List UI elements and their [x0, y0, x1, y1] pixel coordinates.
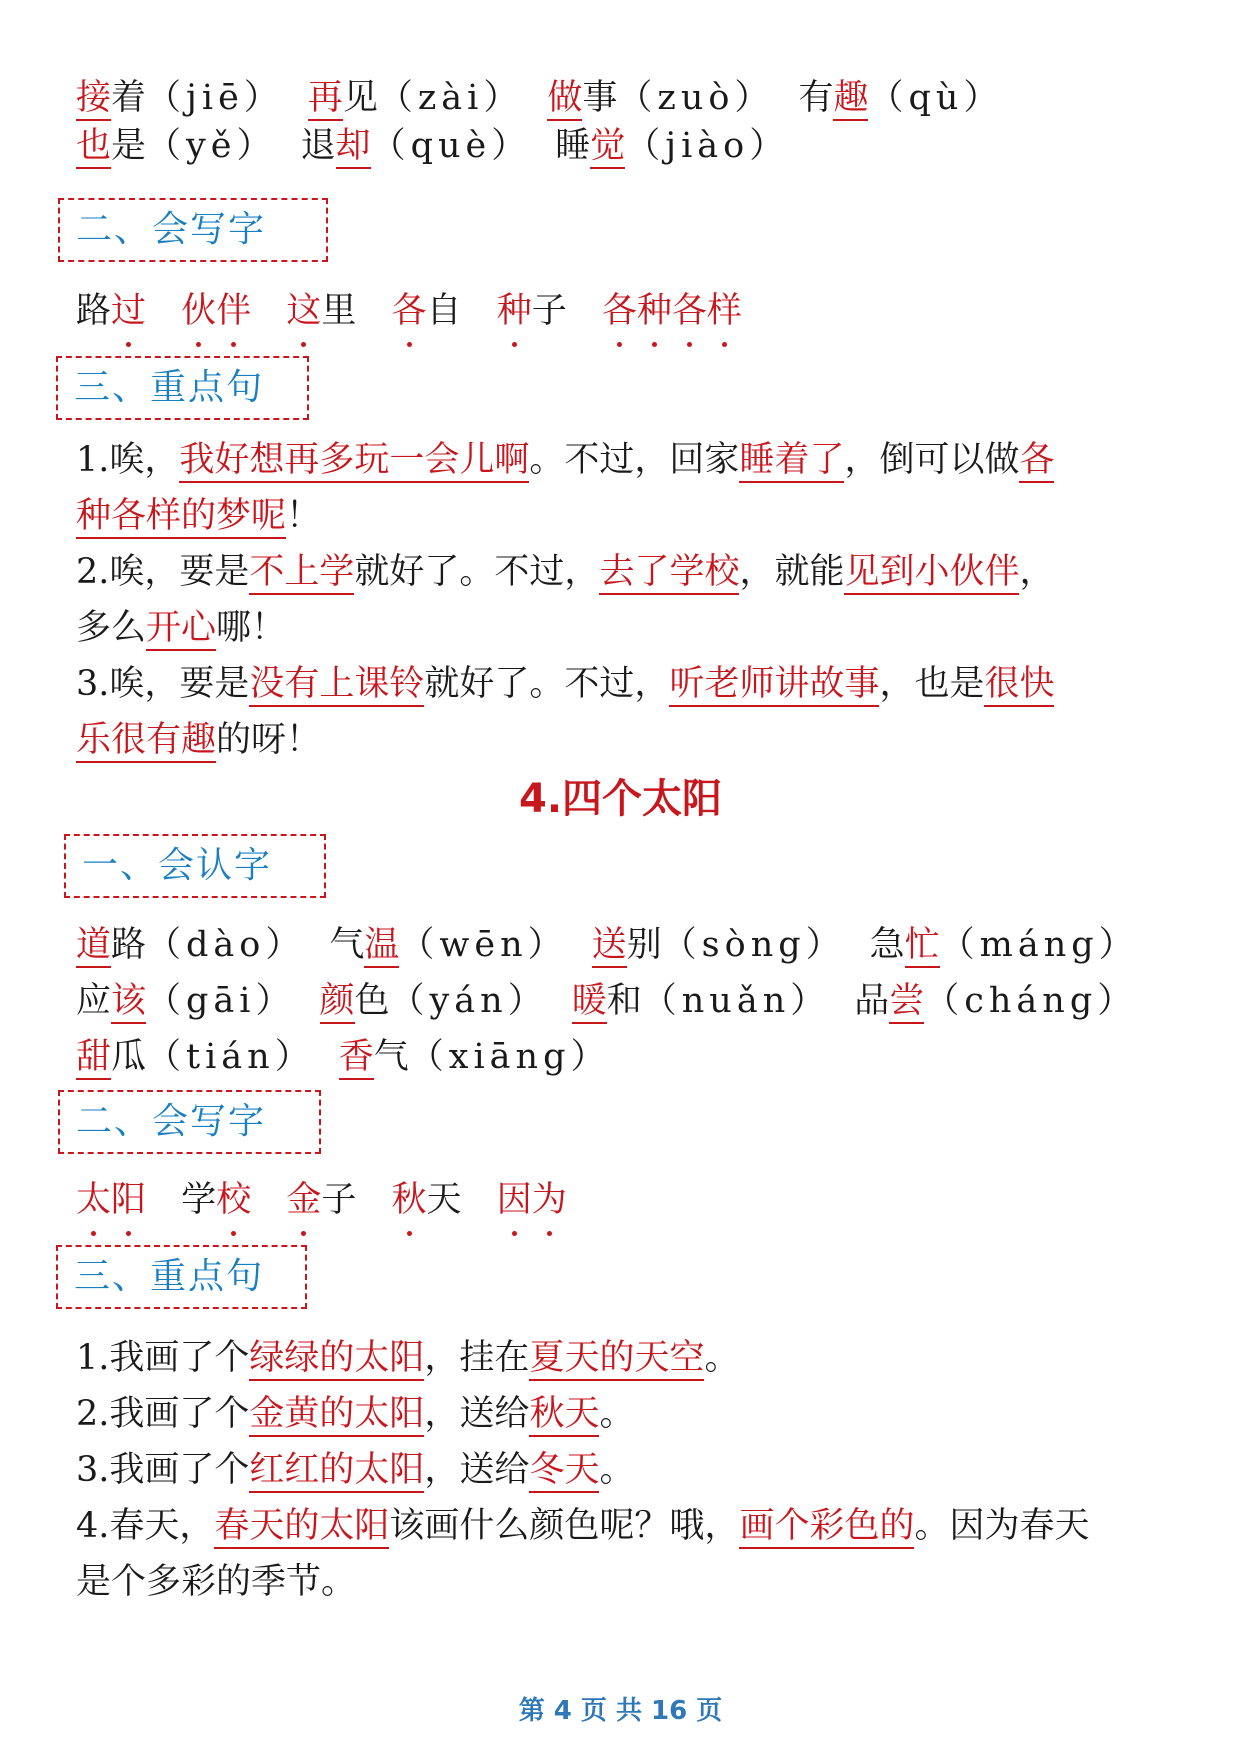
sentence-text: ，也是: [879, 664, 985, 704]
char-highlight: 尝: [889, 981, 924, 1024]
sentence-text: 。因为春天: [914, 1506, 1090, 1546]
word-highlight: 太: [76, 1172, 111, 1228]
pinyin: （yán）: [389, 981, 548, 1021]
sentence-underline: 金黄的太阳: [249, 1394, 424, 1437]
section-heading-key-a: 三、重点句: [56, 356, 309, 420]
key-sentence-1: [76, 432, 1166, 488]
sentence-text: ，送给: [424, 1450, 530, 1490]
word-highlight: 各: [602, 283, 637, 339]
char-text: 有: [798, 78, 834, 118]
word-highlight: 各: [392, 283, 427, 339]
char-highlight: 忙: [905, 925, 940, 968]
sentence-text: ，就能: [739, 552, 845, 592]
write-words-a: [76, 283, 1166, 339]
char-text: 急: [869, 925, 905, 965]
pinyin: （dào）: [146, 925, 306, 965]
pinyin: （nuǎn）: [641, 981, 831, 1021]
char-line-2: [76, 118, 1166, 174]
section-heading-key-b: 三、重点句: [56, 1245, 307, 1309]
sentence-text: ，送给: [424, 1394, 530, 1434]
sentence-text: 该画什么颜色呢？哦，: [389, 1506, 740, 1546]
sentence-text: 3.我画了个: [76, 1450, 250, 1490]
key-sentence-b2: [76, 1386, 1166, 1442]
word-text: 学: [181, 1180, 217, 1220]
sentence-underline: 不上学: [249, 552, 354, 595]
word-highlight: 伴: [216, 283, 251, 339]
word-highlight: 这: [286, 283, 321, 339]
sentence-underline: 红红的太阳: [249, 1450, 424, 1493]
pinyin: （tián）: [146, 1037, 315, 1077]
key-sentence-b4-cont: 是个多彩的季节。: [76, 1562, 357, 1602]
page-footer: [0, 1690, 1241, 1727]
section-heading-recognize-b: 一、会认字: [64, 834, 326, 898]
char-text: 瓜: [111, 1037, 147, 1077]
sentence-text: 1.唉，: [76, 440, 180, 480]
sentence-text: ，: [1019, 552, 1055, 592]
recog-line-2: [76, 973, 1166, 1029]
sentence-underline: 去了学校: [599, 552, 739, 595]
char-text: 睡: [555, 126, 591, 166]
recog-line-3: [76, 1029, 1166, 1085]
word-highlight: 校: [216, 1172, 251, 1228]
sentence-underline: 听老师讲故事: [669, 664, 879, 707]
sentence-text: 3.唉，要是: [76, 664, 250, 704]
sentence-text: 。: [599, 1450, 635, 1490]
word-highlight: 种: [637, 283, 672, 339]
sentence-underline: 种各样的梦呢: [76, 496, 286, 539]
sentence-text: 1.我画了个: [76, 1338, 250, 1378]
footer-text: 页: [687, 1696, 723, 1726]
sentence-underline: 见到小伙伴: [844, 552, 1019, 595]
sentence-underline: 乐很有趣: [76, 720, 216, 763]
char-text: 退: [300, 126, 336, 166]
sentence-text: ，倒可以做: [844, 440, 1020, 480]
sentence-text: 的呀！: [216, 720, 322, 760]
pinyin: （xiāng）: [408, 1037, 611, 1077]
pinyin: （cháng）: [924, 981, 1138, 1021]
sentence-text: 就好了。不过，: [424, 664, 670, 704]
word-text: 里: [321, 291, 357, 331]
word-highlight: 金: [286, 1172, 321, 1228]
sentence-text: 就好了。不过，: [354, 552, 600, 592]
sentence-text: ，挂在: [424, 1338, 530, 1378]
sentence-underline: 冬天: [529, 1450, 599, 1493]
char-highlight: 暖: [572, 981, 607, 1024]
pinyin: （gāi）: [146, 981, 296, 1021]
word-highlight: 因: [497, 1172, 532, 1228]
char-highlight: 却: [336, 126, 371, 169]
key-sentence-b4: [76, 1498, 1166, 1554]
char-text: 是: [111, 126, 147, 166]
key-sentence-b1: [76, 1330, 1166, 1386]
sentence-text: 。: [599, 1394, 635, 1434]
sentence-text: 多么: [76, 608, 147, 648]
key-sentence-3: [76, 656, 1166, 712]
word-highlight: 样: [707, 283, 742, 339]
page-total: 16: [651, 1696, 688, 1726]
word-text: 路: [76, 291, 112, 331]
char-highlight: 也: [76, 126, 111, 169]
char-text: 色: [354, 981, 390, 1021]
key-sentence-3-cont: [76, 712, 1166, 768]
word-highlight: 伙: [181, 283, 216, 339]
sentence-text: 2.我画了个: [76, 1394, 250, 1434]
pinyin: （jiē）: [146, 78, 284, 118]
sentence-text: ！: [286, 496, 322, 536]
char-text: 事: [582, 78, 618, 118]
char-text: 应: [76, 981, 112, 1021]
word-highlight: 过: [111, 283, 146, 339]
key-sentence-2-cont: [76, 600, 1166, 656]
page-number: 4: [553, 1696, 572, 1726]
word-text: 子: [321, 1180, 357, 1220]
sentence-underline: 画个彩色的: [739, 1506, 914, 1549]
key-sentence-1-cont: [76, 488, 1166, 544]
char-text: 气: [329, 925, 365, 965]
char-text: 和: [606, 981, 642, 1021]
char-highlight: 做: [547, 78, 582, 121]
pinyin: （sòng）: [661, 925, 846, 965]
write-words-b: [76, 1172, 1166, 1228]
char-highlight: 颜: [320, 981, 355, 1024]
pinyin: （què）: [370, 126, 532, 166]
pinyin: （zài）: [377, 78, 524, 118]
sentence-text: 。不过，回家: [529, 440, 740, 480]
word-highlight: 种: [497, 283, 532, 339]
pinyin: （yě）: [146, 126, 277, 166]
sentence-text: 。: [704, 1338, 740, 1378]
char-text: 见: [342, 78, 378, 118]
char-highlight: 香: [339, 1037, 374, 1080]
sentence-text: 哪！: [216, 608, 287, 648]
pinyin: （wēn）: [399, 925, 568, 965]
word-highlight: 为: [532, 1172, 567, 1228]
word-highlight: 秋: [392, 1172, 427, 1228]
pinyin: （zuò）: [617, 78, 775, 118]
key-sentence-b3: [76, 1442, 1166, 1498]
footer-text: 页 共: [571, 1696, 652, 1726]
sentence-text: 2.唉，要是: [76, 552, 250, 592]
pinyin: （jiào）: [625, 126, 790, 166]
sentence-underline: 开心: [146, 608, 216, 651]
sentence-underline: 睡着了: [739, 440, 844, 483]
char-text: 气: [373, 1037, 409, 1077]
sentence-text: 4.春天，: [76, 1506, 215, 1546]
char-text: 路: [111, 925, 147, 965]
word-highlight: 各: [672, 283, 707, 339]
sentence-underline: 各: [1019, 440, 1054, 483]
char-highlight: 温: [364, 925, 399, 968]
footer-text: 第: [518, 1696, 554, 1726]
pinyin: （máng）: [939, 925, 1139, 965]
char-highlight: 道: [76, 925, 111, 968]
word-text: 天: [426, 1180, 462, 1220]
word-text: 自: [426, 291, 462, 331]
recog-line-1: [76, 917, 1166, 973]
section-heading-write-b: 二、会写字: [58, 1090, 321, 1154]
sentence-underline: 绿绿的太阳: [249, 1338, 424, 1381]
char-highlight: 接: [76, 78, 111, 121]
pinyin: （qù）: [868, 78, 1004, 118]
lesson-title: 4.四个太阳: [518, 776, 723, 822]
sentence-underline: 秋天: [529, 1394, 599, 1437]
sentence-underline: 春天的太阳: [214, 1506, 389, 1549]
char-highlight: 再: [308, 78, 343, 121]
sentence-underline: 很快: [984, 664, 1054, 707]
word-highlight: 阳: [111, 1172, 146, 1228]
char-highlight: 甜: [76, 1037, 111, 1080]
char-highlight: 趣: [833, 78, 868, 121]
word-text: 子: [531, 291, 567, 331]
char-text: 别: [626, 925, 662, 965]
char-highlight: 送: [592, 925, 627, 968]
key-sentence-2: [76, 544, 1166, 600]
char-text: 着: [111, 78, 147, 118]
char-highlight: 该: [111, 981, 146, 1024]
sentence-underline: 没有上课铃: [249, 664, 424, 707]
sentence-underline: 夏天的天空: [529, 1338, 704, 1381]
char-text: 品: [854, 981, 890, 1021]
section-heading-write-a: 二、会写字: [58, 198, 328, 262]
sentence-underline: 我好想再多玩一会儿啊: [179, 440, 529, 483]
char-highlight: 觉: [590, 126, 625, 169]
